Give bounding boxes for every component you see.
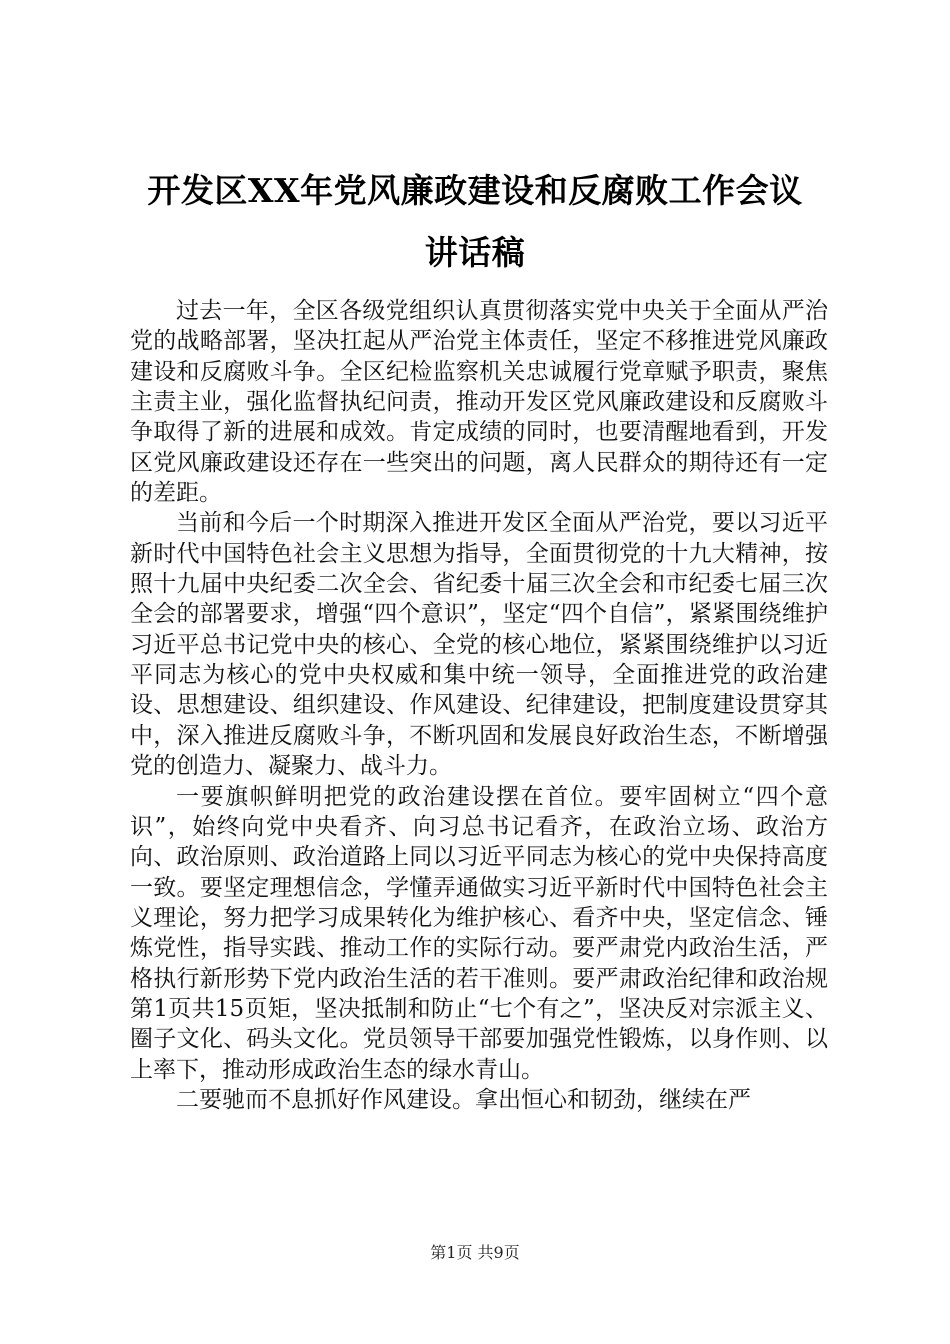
title-line-1: 开发区XX年党风廉政建设和反腐败工作会议 [147,171,803,210]
paragraph-1: 过去一年，全区各级党组织认真贯彻落实党中央关于全面从严治党的战略部署，坚决扛起从严治党主体责任，坚定不移推进党风廉政建设和反腐败斗争。全区纪检监察机关忠诚履行党章赋予职责，聚焦主责主业，强化监督执纪问责，推动开发区党风廉政建设和反腐败斗争取得了新的进展和成效。肯定成绩的同时，也要清醒地看到，开发区党风廉政建设还存在一些突出的问题，离人民群众的期待还有一定的差距。 [130,298,828,507]
document-title [100,160,850,284]
paragraph-2: 当前和今后一个时期深入推进开发区全面从严治党，要以习近平新时代中国特色社会主义思想为指导，全面贯彻党的十九大精神，按照十九届中央纪委二次全会、省纪委十届三次全会和市纪委七届三次全会的部署要求，增强“四个意识”，坚定“四个自信”，紧紧围绕维护习近平总书记党中央的核心、全党的核心地位，紧紧围绕维护以习近平同志为核心的党中央权威和集中统一领导，全面推进党的政治建设、思想建设、组织建设、作风建设、纪律建设，把制度建设贯穿其中，深入推进反腐败斗争，不断巩固和发展良好政治生态，不断增强党的创造力、凝聚力、战斗力。 [130,510,828,780]
document-body [130,296,828,1115]
paragraph-4: 二要驰而不息抓好作风建设。拿出恒心和韧劲，继续在严 [176,1086,751,1113]
page-footer: 第1页 共9页 [430,1243,520,1262]
paragraph-3: 一要旗帜鲜明把党的政治建设摆在首位。要牢固树立“四个意识”，始终向党中央看齐、向习总书记看齐，在政治立场、政治方向、政治原则、政治道路上同以习近平同志为核心的党中央保持高度一致。要坚定理想信念，学懂弄通做实习近平新时代中国特色社会主义理论，努力把学习成果转化为维护核心、看齐中央，坚定信念、锤炼党性，指导实践、推动工作的实际行动。要严肃党内政治生活，严格执行新形势下党内政治生活的若干准则。要严肃政治纪律和政治规第1页共15页矩，坚决抵制和防止“七个有之”，坚决反对宗派主义、圈子文化、码头文化。党员领导干部要加强党性锻炼，以身作则、以上率下，推动形成政治生态的绿水青山。 [130,783,828,1083]
title-line-2: 讲话稿 [424,233,526,272]
